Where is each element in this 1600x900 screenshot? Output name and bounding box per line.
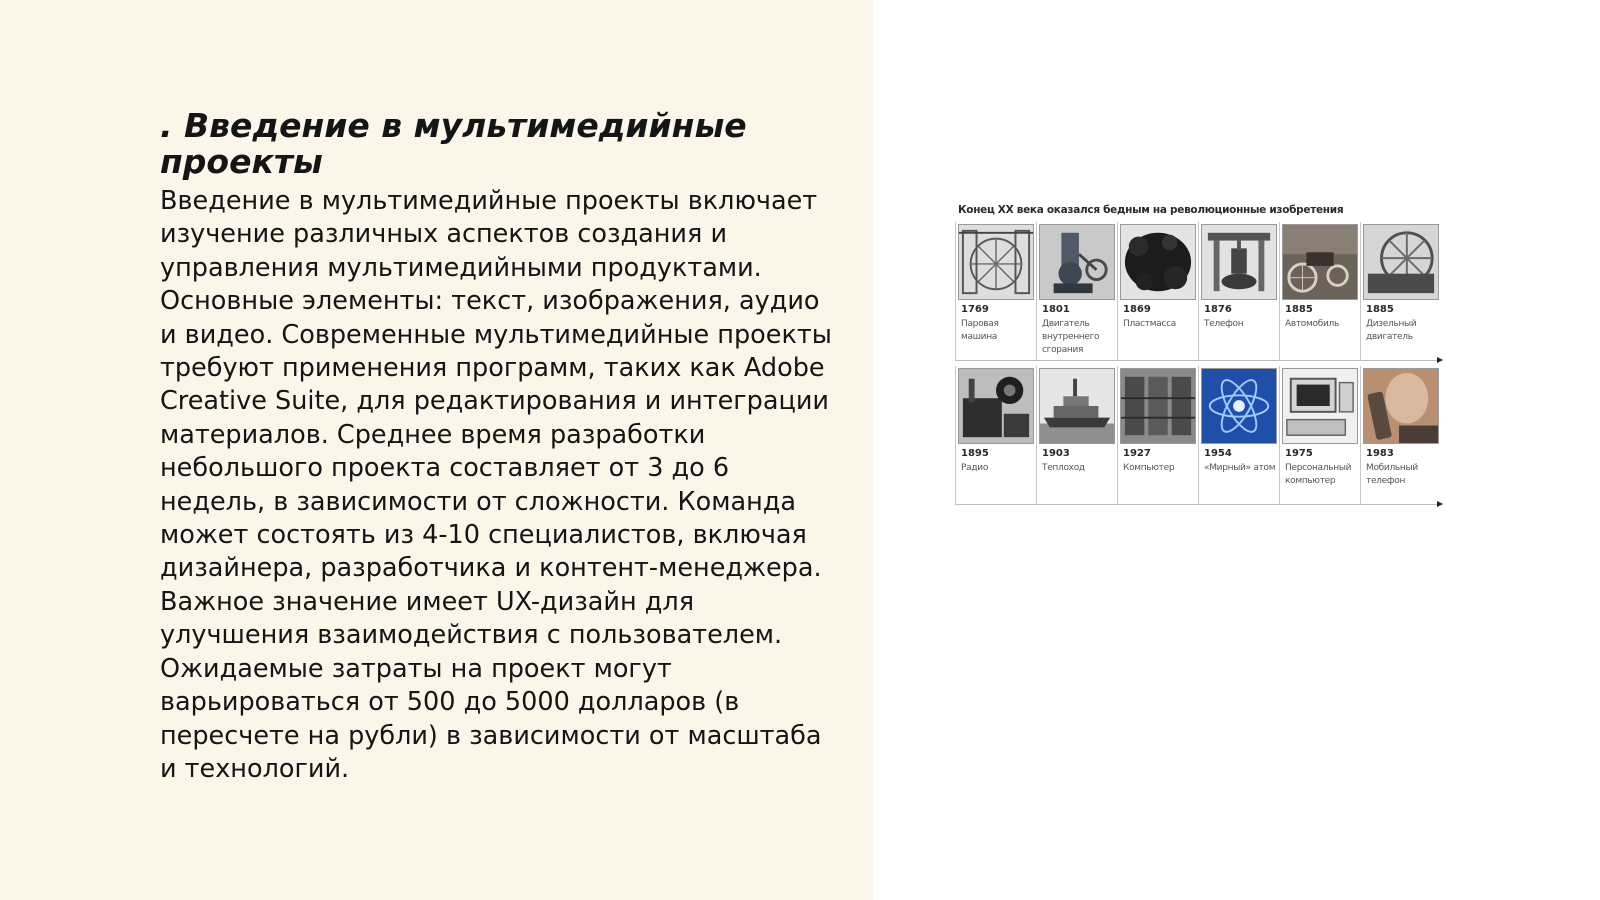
invention-label: Двигатель внутреннего сгорания	[1042, 319, 1100, 355]
figure-caption: Конец XX века оказался бедным на революционные изобретения	[958, 204, 1344, 216]
combustion-engine-icon	[1039, 224, 1115, 300]
invention-cell	[955, 366, 1036, 504]
personal-computer-icon	[1282, 368, 1358, 444]
invention-cell	[1279, 366, 1360, 504]
invention-cell	[1279, 222, 1360, 360]
invention-cell	[1036, 366, 1117, 504]
diesel-engine-icon	[1363, 224, 1439, 300]
invention-label: Компьютер	[1123, 463, 1175, 473]
invention-cell	[1360, 366, 1441, 504]
atom-icon	[1201, 368, 1277, 444]
slide-title: . Введение в мультимедийные проекты	[160, 106, 747, 181]
invention-cell	[1117, 366, 1198, 504]
telephone-icon	[1201, 224, 1277, 300]
invention-label: «Мирный» атом	[1204, 463, 1276, 473]
invention-year: 1869	[1123, 304, 1151, 315]
invention-cell	[1198, 222, 1279, 360]
invention-year: 1927	[1123, 448, 1151, 459]
slide-body-text: Введение в мультимедийные проекты включает изучение различных аспектов создания и управления мультимедийными продуктами. Основные элементы: текст, изображения, аудио и видео. Современные мультимедийные проекты требуют применения программ, таких как Adobe Creative Suite, для редактирования и интеграции материалов. Среднее время разработки небольшого проекта составляет от 3 до 6 недель, в зависимости от сложности. Команда может состоять из 4-10 специалистов, включая дизайнера, разработчика и контент-менеджера. Важное значение имеет UX-дизайн для улучшения взаимодействия с пользователем. Ожидаемые затраты на проект могут варьироваться от 500 до 5000 долларов (в пересчете на рубли) в зависимости от масштаба и технологий.	[160, 186, 832, 784]
invention-cell	[1036, 222, 1117, 360]
invention-label: Мобильный телефон	[1366, 463, 1418, 486]
invention-label: Автомобиль	[1285, 319, 1339, 329]
invention-label: Паровая машина	[961, 319, 999, 342]
timeline-row-2	[955, 366, 1445, 508]
invention-year: 1975	[1285, 448, 1313, 459]
invention-label: Теплоход	[1042, 463, 1085, 473]
invention-year: 1954	[1204, 448, 1232, 459]
plastic-icon	[1120, 224, 1196, 300]
invention-cell	[955, 222, 1036, 360]
timeline-row-1	[955, 222, 1445, 364]
mobile-phone-icon	[1363, 368, 1439, 444]
invention-year: 1876	[1204, 304, 1232, 315]
inventions-timeline-figure	[955, 204, 1445, 510]
invention-year: 1801	[1042, 304, 1070, 315]
timeline-axis	[955, 360, 1439, 361]
invention-year: 1895	[961, 448, 989, 459]
invention-label: Дизельный двигатель	[1366, 319, 1417, 342]
invention-cell	[1117, 222, 1198, 360]
radio-icon	[958, 368, 1034, 444]
invention-year: 1885	[1366, 304, 1394, 315]
automobile-icon	[1282, 224, 1358, 300]
invention-year: 1983	[1366, 448, 1394, 459]
invention-year: 1885	[1285, 304, 1313, 315]
invention-cell	[1360, 222, 1441, 360]
computer-icon	[1120, 368, 1196, 444]
timeline-arrow-icon	[1437, 357, 1443, 363]
invention-year: 1769	[961, 304, 989, 315]
invention-label: Радио	[961, 463, 989, 473]
motor-ship-icon	[1039, 368, 1115, 444]
timeline-arrow-icon	[1437, 501, 1443, 507]
invention-label: Телефон	[1204, 319, 1244, 329]
timeline-axis	[955, 504, 1439, 505]
steam-engine-icon	[958, 224, 1034, 300]
invention-label: Пластмасса	[1123, 319, 1176, 329]
invention-year: 1903	[1042, 448, 1070, 459]
invention-cell	[1198, 366, 1279, 504]
invention-label: Персональный компьютер	[1285, 463, 1352, 486]
